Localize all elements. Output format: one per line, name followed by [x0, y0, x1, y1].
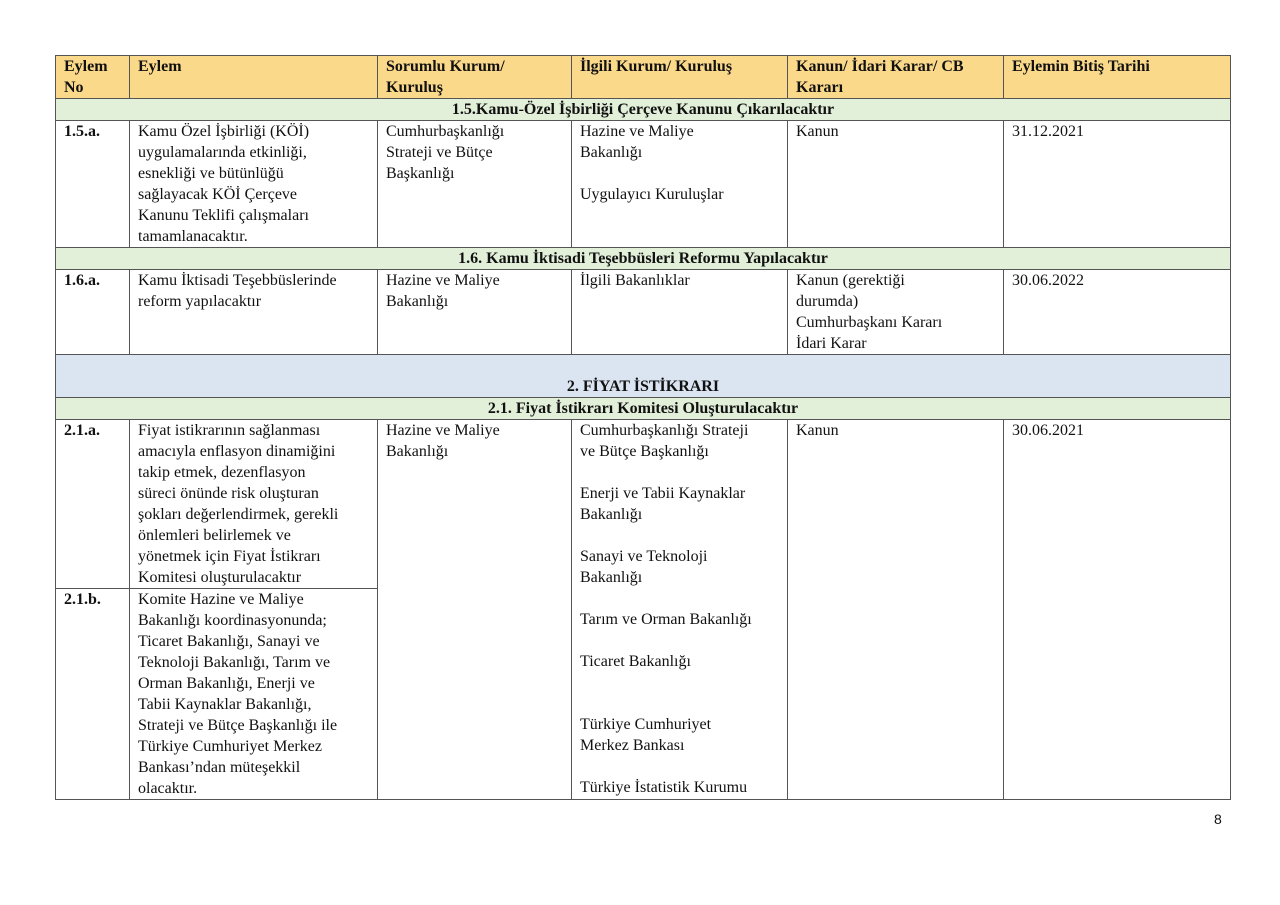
section-title: 1.5.Kamu-Özel İşbirliği Çerçeve Kanunu Çıkarılacaktır [56, 99, 1231, 121]
main-section-row [56, 355, 1231, 398]
action-cell: Fiyat istikrarının sağlanması amacıyla enflasyon dinamiğini takip etmek, dezenflasyon süreci önünde risk oluşturan şokları değerlendirmek, gerekli önlemleri belirlemek ve yönetmek için Fiyat İstikrarı Komitesi oluşturulacaktır [130, 420, 378, 589]
action-no: 1.6.a. [56, 270, 130, 355]
action-plan-table [55, 55, 1231, 800]
page-number: 8 [1214, 811, 1222, 827]
end-date-cell: 30.06.2022 [1004, 270, 1231, 355]
section-title: 1.6. Kamu İktisadi Teşebbüsleri Reformu Yapılacaktır [56, 248, 1231, 270]
table-row [56, 270, 1231, 355]
table-row [56, 420, 1231, 589]
header-decision: Kanun/ İdari Karar/ CB Kararı [788, 56, 1004, 99]
header-action-no: Eylem No [56, 56, 130, 99]
section-title: 2.1. Fiyat İstikrarı Komitesi Oluşturulacaktır [56, 398, 1231, 420]
responsible-cell: Hazine ve Maliye Bakanlığı [378, 270, 572, 355]
decision-cell: Kanun [788, 121, 1004, 248]
action-no: 1.5.a. [56, 121, 130, 248]
section-row [56, 248, 1231, 270]
section-row [56, 99, 1231, 121]
related-cell: Cumhurbaşkanlığı Strateji ve Bütçe Başkanlığı Enerji ve Tabii Kaynaklar Bakanlığı Sanayi ve Teknoloji Bakanlığı Tarım ve Orman Bakanlığı Ticaret Bakanlığı Türkiye Cumhuriyet Merkez Bankası Türkiye İstatistik Kurumu [572, 420, 788, 800]
header-action: Eylem [130, 56, 378, 99]
header-related: İlgili Kurum/ Kuruluş [572, 56, 788, 99]
section-row [56, 398, 1231, 420]
responsible-cell: Cumhurbaşkanlığı Strateji ve Bütçe Başkanlığı [378, 121, 572, 248]
action-no: 2.1.a. [56, 420, 130, 589]
header-end-date: Eylemin Bitiş Tarihi [1004, 56, 1231, 99]
related-cell: Hazine ve Maliye Bakanlığı Uygulayıcı Kuruluşlar [572, 121, 788, 248]
end-date-cell: 31.12.2021 [1004, 121, 1231, 248]
header-row [56, 56, 1231, 99]
decision-cell: Kanun [788, 420, 1004, 800]
action-cell: Kamu Özel İşbirliği (KÖİ) uygulamalarında etkinliği, esnekliği ve bütünlüğü sağlayacak KÖİ Çerçeve Kanunu Teklifi çalışmaları tamamlanacaktır. [130, 121, 378, 248]
action-no: 2.1.b. [56, 589, 130, 800]
decision-cell: Kanun (gerektiği durumda) Cumhurbaşkanı Kararı İdari Karar [788, 270, 1004, 355]
main-section-title: 2. FİYAT İSTİKRARI [56, 355, 1231, 398]
table-row [56, 121, 1231, 248]
responsible-cell: Hazine ve Maliye Bakanlığı [378, 420, 572, 800]
end-date-cell: 30.06.2021 [1004, 420, 1231, 800]
action-cell: Kamu İktisadi Teşebbüslerinde reform yapılacaktır [130, 270, 378, 355]
related-cell: İlgili Bakanlıklar [572, 270, 788, 355]
header-responsible: Sorumlu Kurum/ Kuruluş [378, 56, 572, 99]
action-cell: Komite Hazine ve Maliye Bakanlığı koordinasyonunda; Ticaret Bakanlığı, Sanayi ve Teknoloji Bakanlığı, Tarım ve Orman Bakanlığı, Enerji ve Tabii Kaynaklar Bakanlığı, Strateji ve Bütçe Başkanlığı ile Türkiye Cumhuriyet Merkez Bankası’ndan müteşekkil olacaktır. [130, 589, 378, 800]
